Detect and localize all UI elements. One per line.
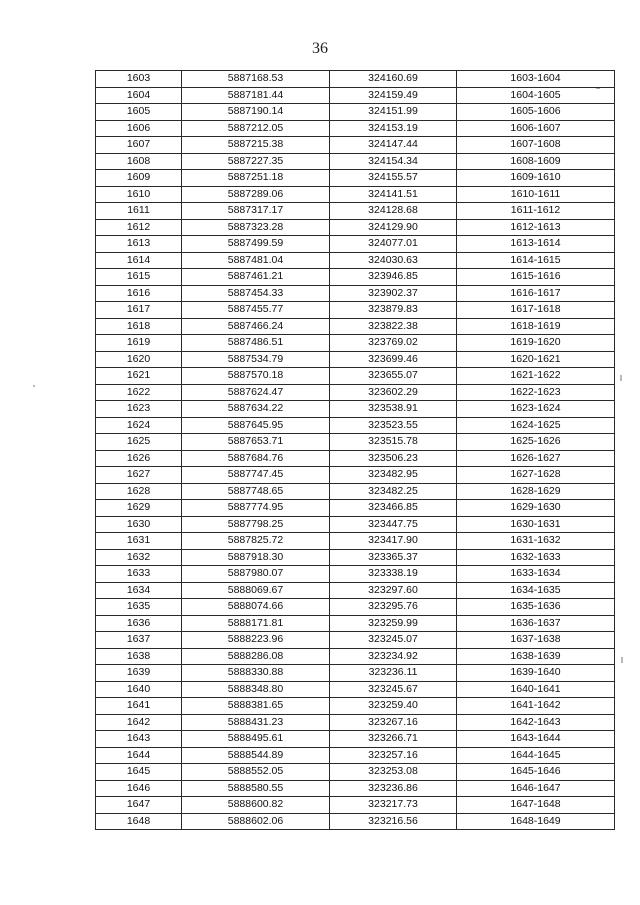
y-coordinate-cell: 323822.38 <box>330 318 457 335</box>
point-number-cell: 1631 <box>96 533 182 550</box>
table-row <box>96 632 615 649</box>
point-number-cell: 1628 <box>96 483 182 500</box>
y-coordinate-cell: 324153.19 <box>330 120 457 137</box>
y-coordinate-cell: 323338.19 <box>330 566 457 583</box>
point-number-cell: 1640 <box>96 681 182 698</box>
table-row <box>96 500 615 517</box>
x-coordinate-cell: 5887534.79 <box>182 351 330 368</box>
segment-cell: 1619-1620 <box>457 335 615 352</box>
table-row <box>96 797 615 814</box>
x-coordinate-cell: 5887454.33 <box>182 285 330 302</box>
segment-cell: 1633-1634 <box>457 566 615 583</box>
segment-cell: 1605-1606 <box>457 104 615 121</box>
x-coordinate-cell: 5887570.18 <box>182 368 330 385</box>
x-coordinate-cell: 5887323.28 <box>182 219 330 236</box>
point-number-cell: 1612 <box>96 219 182 236</box>
scan-mark <box>621 657 623 663</box>
segment-cell: 1636-1637 <box>457 615 615 632</box>
point-number-cell: 1633 <box>96 566 182 583</box>
table-row <box>96 813 615 830</box>
y-coordinate-cell: 323523.55 <box>330 417 457 434</box>
segment-cell: 1630-1631 <box>457 516 615 533</box>
point-number-cell: 1608 <box>96 153 182 170</box>
x-coordinate-cell: 5887748.65 <box>182 483 330 500</box>
scan-mark <box>620 375 622 381</box>
y-coordinate-cell: 324129.90 <box>330 219 457 236</box>
segment-cell: 1648-1649 <box>457 813 615 830</box>
x-coordinate-cell: 5887317.17 <box>182 203 330 220</box>
point-number-cell: 1605 <box>96 104 182 121</box>
segment-cell: 1608-1609 <box>457 153 615 170</box>
x-coordinate-cell: 5887980.07 <box>182 566 330 583</box>
table-row <box>96 269 615 286</box>
table-row <box>96 483 615 500</box>
segment-cell: 1628-1629 <box>457 483 615 500</box>
segment-cell: 1604-1605 <box>457 87 615 104</box>
table-row <box>96 368 615 385</box>
table-row <box>96 764 615 781</box>
y-coordinate-cell: 323538.91 <box>330 401 457 418</box>
y-coordinate-cell: 323655.07 <box>330 368 457 385</box>
coordinates-table-body <box>96 71 615 830</box>
table-row <box>96 401 615 418</box>
y-coordinate-cell: 323216.56 <box>330 813 457 830</box>
x-coordinate-cell: 5887190.14 <box>182 104 330 121</box>
segment-cell: 1610-1611 <box>457 186 615 203</box>
table-row <box>96 747 615 764</box>
x-coordinate-cell: 5887825.72 <box>182 533 330 550</box>
segment-cell: 1612-1613 <box>457 219 615 236</box>
segment-cell: 1626-1627 <box>457 450 615 467</box>
y-coordinate-cell: 323217.73 <box>330 797 457 814</box>
segment-cell: 1642-1643 <box>457 714 615 731</box>
segment-cell: 1643-1644 <box>457 731 615 748</box>
y-coordinate-cell: 324141.51 <box>330 186 457 203</box>
segment-cell: 1631-1632 <box>457 533 615 550</box>
x-coordinate-cell: 5888552.05 <box>182 764 330 781</box>
x-coordinate-cell: 5887499.59 <box>182 236 330 253</box>
y-coordinate-cell: 323297.60 <box>330 582 457 599</box>
x-coordinate-cell: 5887918.30 <box>182 549 330 566</box>
segment-cell: 1609-1610 <box>457 170 615 187</box>
x-coordinate-cell: 5888544.89 <box>182 747 330 764</box>
table-row <box>96 665 615 682</box>
y-coordinate-cell: 324155.57 <box>330 170 457 187</box>
point-number-cell: 1607 <box>96 137 182 154</box>
table-row <box>96 615 615 632</box>
coordinates-table <box>95 70 615 830</box>
point-number-cell: 1629 <box>96 500 182 517</box>
segment-cell: 1622-1623 <box>457 384 615 401</box>
scan-mark <box>596 88 600 89</box>
x-coordinate-cell: 5888286.08 <box>182 648 330 665</box>
y-coordinate-cell: 323506.23 <box>330 450 457 467</box>
segment-cell: 1621-1622 <box>457 368 615 385</box>
point-number-cell: 1620 <box>96 351 182 368</box>
x-coordinate-cell: 5887624.47 <box>182 384 330 401</box>
y-coordinate-cell: 323699.46 <box>330 351 457 368</box>
table-row <box>96 780 615 797</box>
table-row <box>96 648 615 665</box>
x-coordinate-cell: 5887227.35 <box>182 153 330 170</box>
x-coordinate-cell: 5887168.53 <box>182 71 330 88</box>
segment-cell: 1634-1635 <box>457 582 615 599</box>
y-coordinate-cell: 323902.37 <box>330 285 457 302</box>
point-number-cell: 1619 <box>96 335 182 352</box>
y-coordinate-cell: 323257.16 <box>330 747 457 764</box>
segment-cell: 1640-1641 <box>457 681 615 698</box>
x-coordinate-cell: 5888495.61 <box>182 731 330 748</box>
point-number-cell: 1639 <box>96 665 182 682</box>
point-number-cell: 1624 <box>96 417 182 434</box>
x-coordinate-cell: 5887461.21 <box>182 269 330 286</box>
table-row <box>96 137 615 154</box>
segment-cell: 1638-1639 <box>457 648 615 665</box>
table-row <box>96 549 615 566</box>
table-row <box>96 302 615 319</box>
point-number-cell: 1606 <box>96 120 182 137</box>
table-row <box>96 516 615 533</box>
segment-cell: 1625-1626 <box>457 434 615 451</box>
segment-cell: 1603-1604 <box>457 71 615 88</box>
table-row <box>96 87 615 104</box>
x-coordinate-cell: 5888330.88 <box>182 665 330 682</box>
y-coordinate-cell: 323259.99 <box>330 615 457 632</box>
point-number-cell: 1621 <box>96 368 182 385</box>
x-coordinate-cell: 5888381.65 <box>182 698 330 715</box>
segment-cell: 1607-1608 <box>457 137 615 154</box>
segment-cell: 1632-1633 <box>457 549 615 566</box>
y-coordinate-cell: 324147.44 <box>330 137 457 154</box>
point-number-cell: 1635 <box>96 599 182 616</box>
table-row <box>96 71 615 88</box>
x-coordinate-cell: 5887215.38 <box>182 137 330 154</box>
x-coordinate-cell: 5888074.66 <box>182 599 330 616</box>
table-row <box>96 203 615 220</box>
point-number-cell: 1616 <box>96 285 182 302</box>
x-coordinate-cell: 5888223.96 <box>182 632 330 649</box>
segment-cell: 1629-1630 <box>457 500 615 517</box>
y-coordinate-cell: 323234.92 <box>330 648 457 665</box>
y-coordinate-cell: 323245.07 <box>330 632 457 649</box>
point-number-cell: 1618 <box>96 318 182 335</box>
y-coordinate-cell: 323482.95 <box>330 467 457 484</box>
point-number-cell: 1644 <box>96 747 182 764</box>
y-coordinate-cell: 323417.90 <box>330 533 457 550</box>
segment-cell: 1646-1647 <box>457 780 615 797</box>
point-number-cell: 1638 <box>96 648 182 665</box>
y-coordinate-cell: 323482.25 <box>330 483 457 500</box>
table-row <box>96 467 615 484</box>
x-coordinate-cell: 5888348.80 <box>182 681 330 698</box>
table-row <box>96 714 615 731</box>
x-coordinate-cell: 5887486.51 <box>182 335 330 352</box>
table-row <box>96 186 615 203</box>
scan-mark <box>33 385 35 387</box>
x-coordinate-cell: 5887251.18 <box>182 170 330 187</box>
table-row <box>96 681 615 698</box>
table-row <box>96 219 615 236</box>
segment-cell: 1627-1628 <box>457 467 615 484</box>
segment-cell: 1635-1636 <box>457 599 615 616</box>
y-coordinate-cell: 323245.67 <box>330 681 457 698</box>
table-row <box>96 351 615 368</box>
table-row <box>96 252 615 269</box>
segment-cell: 1613-1614 <box>457 236 615 253</box>
x-coordinate-cell: 5887212.05 <box>182 120 330 137</box>
table-row <box>96 698 615 715</box>
x-coordinate-cell: 5888602.06 <box>182 813 330 830</box>
table-row <box>96 318 615 335</box>
point-number-cell: 1630 <box>96 516 182 533</box>
y-coordinate-cell: 323253.08 <box>330 764 457 781</box>
segment-cell: 1644-1645 <box>457 747 615 764</box>
segment-cell: 1611-1612 <box>457 203 615 220</box>
table-row <box>96 153 615 170</box>
point-number-cell: 1615 <box>96 269 182 286</box>
segment-cell: 1641-1642 <box>457 698 615 715</box>
table-row <box>96 120 615 137</box>
x-coordinate-cell: 5887653.71 <box>182 434 330 451</box>
point-number-cell: 1610 <box>96 186 182 203</box>
point-number-cell: 1603 <box>96 71 182 88</box>
y-coordinate-cell: 324159.49 <box>330 87 457 104</box>
segment-cell: 1639-1640 <box>457 665 615 682</box>
table-row <box>96 335 615 352</box>
y-coordinate-cell: 323447.75 <box>330 516 457 533</box>
y-coordinate-cell: 323236.86 <box>330 780 457 797</box>
x-coordinate-cell: 5887798.25 <box>182 516 330 533</box>
x-coordinate-cell: 5887747.45 <box>182 467 330 484</box>
x-coordinate-cell: 5887481.04 <box>182 252 330 269</box>
table-row <box>96 434 615 451</box>
x-coordinate-cell: 5887634.22 <box>182 401 330 418</box>
x-coordinate-cell: 5888069.67 <box>182 582 330 599</box>
x-coordinate-cell: 5887181.44 <box>182 87 330 104</box>
point-number-cell: 1625 <box>96 434 182 451</box>
point-number-cell: 1634 <box>96 582 182 599</box>
y-coordinate-cell: 323295.76 <box>330 599 457 616</box>
segment-cell: 1606-1607 <box>457 120 615 137</box>
segment-cell: 1624-1625 <box>457 417 615 434</box>
table-row <box>96 566 615 583</box>
x-coordinate-cell: 5887466.24 <box>182 318 330 335</box>
point-number-cell: 1642 <box>96 714 182 731</box>
y-coordinate-cell: 323267.16 <box>330 714 457 731</box>
y-coordinate-cell: 324077.01 <box>330 236 457 253</box>
y-coordinate-cell: 323259.40 <box>330 698 457 715</box>
table-row <box>96 104 615 121</box>
x-coordinate-cell: 5888171.81 <box>182 615 330 632</box>
y-coordinate-cell: 323879.83 <box>330 302 457 319</box>
table-row <box>96 731 615 748</box>
y-coordinate-cell: 323602.29 <box>330 384 457 401</box>
point-number-cell: 1614 <box>96 252 182 269</box>
point-number-cell: 1646 <box>96 780 182 797</box>
table-row <box>96 417 615 434</box>
y-coordinate-cell: 323946.85 <box>330 269 457 286</box>
table-row <box>96 533 615 550</box>
x-coordinate-cell: 5888580.55 <box>182 780 330 797</box>
point-number-cell: 1617 <box>96 302 182 319</box>
segment-cell: 1615-1616 <box>457 269 615 286</box>
y-coordinate-cell: 323236.11 <box>330 665 457 682</box>
table-row <box>96 384 615 401</box>
y-coordinate-cell: 324128.68 <box>330 203 457 220</box>
table-row <box>96 582 615 599</box>
point-number-cell: 1611 <box>96 203 182 220</box>
point-number-cell: 1627 <box>96 467 182 484</box>
x-coordinate-cell: 5887774.95 <box>182 500 330 517</box>
table-row <box>96 170 615 187</box>
x-coordinate-cell: 5888431.23 <box>182 714 330 731</box>
y-coordinate-cell: 323515.78 <box>330 434 457 451</box>
segment-cell: 1614-1615 <box>457 252 615 269</box>
point-number-cell: 1645 <box>96 764 182 781</box>
x-coordinate-cell: 5887684.76 <box>182 450 330 467</box>
y-coordinate-cell: 324151.99 <box>330 104 457 121</box>
point-number-cell: 1622 <box>96 384 182 401</box>
point-number-cell: 1636 <box>96 615 182 632</box>
point-number-cell: 1623 <box>96 401 182 418</box>
point-number-cell: 1604 <box>96 87 182 104</box>
segment-cell: 1617-1618 <box>457 302 615 319</box>
point-number-cell: 1626 <box>96 450 182 467</box>
table-row <box>96 236 615 253</box>
y-coordinate-cell: 324030.63 <box>330 252 457 269</box>
point-number-cell: 1641 <box>96 698 182 715</box>
point-number-cell: 1632 <box>96 549 182 566</box>
y-coordinate-cell: 324160.69 <box>330 71 457 88</box>
segment-cell: 1623-1624 <box>457 401 615 418</box>
segment-cell: 1620-1621 <box>457 351 615 368</box>
segment-cell: 1618-1619 <box>457 318 615 335</box>
segment-cell: 1616-1617 <box>457 285 615 302</box>
segment-cell: 1637-1638 <box>457 632 615 649</box>
y-coordinate-cell: 323266.71 <box>330 731 457 748</box>
table-row <box>96 285 615 302</box>
point-number-cell: 1637 <box>96 632 182 649</box>
point-number-cell: 1613 <box>96 236 182 253</box>
point-number-cell: 1609 <box>96 170 182 187</box>
table-row <box>96 450 615 467</box>
y-coordinate-cell: 324154.34 <box>330 153 457 170</box>
point-number-cell: 1648 <box>96 813 182 830</box>
point-number-cell: 1643 <box>96 731 182 748</box>
point-number-cell: 1647 <box>96 797 182 814</box>
y-coordinate-cell: 323769.02 <box>330 335 457 352</box>
y-coordinate-cell: 323466.85 <box>330 500 457 517</box>
segment-cell: 1647-1648 <box>457 797 615 814</box>
y-coordinate-cell: 323365.37 <box>330 549 457 566</box>
x-coordinate-cell: 5887645.95 <box>182 417 330 434</box>
x-coordinate-cell: 5887455.77 <box>182 302 330 319</box>
page-number: 36 <box>312 40 328 57</box>
table-row <box>96 599 615 616</box>
x-coordinate-cell: 5887289.06 <box>182 186 330 203</box>
x-coordinate-cell: 5888600.82 <box>182 797 330 814</box>
segment-cell: 1645-1646 <box>457 764 615 781</box>
